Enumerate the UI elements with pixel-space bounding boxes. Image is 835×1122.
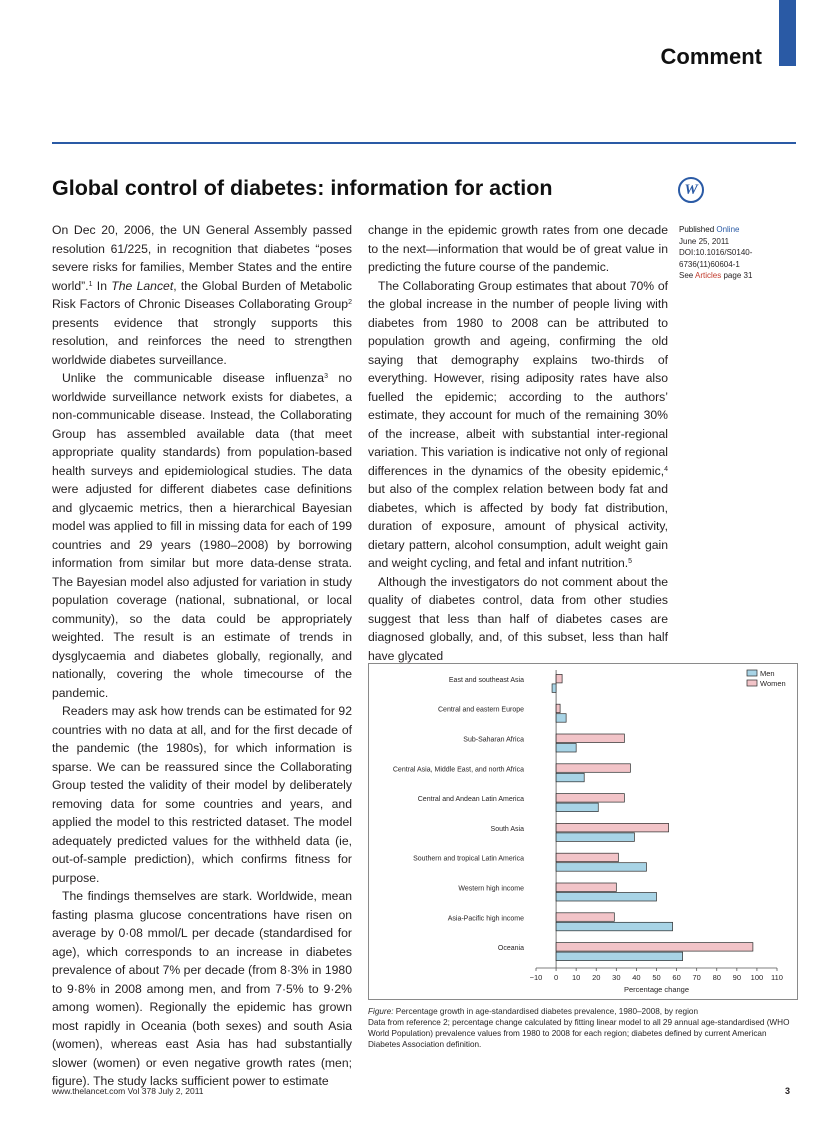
category-label: East and southeast Asia (448, 676, 524, 684)
x-tick-label: 30 (612, 973, 621, 982)
bar-women (556, 794, 624, 803)
category-label: South Asia (490, 825, 524, 833)
x-tick-label: 110 (771, 973, 783, 982)
category-label: Western high income (458, 885, 524, 893)
footer-journal: www.thelancet.com Vol 378 July 2, 2011 (52, 1086, 204, 1096)
x-tick-label: 60 (672, 973, 681, 982)
header-color-bar (779, 0, 796, 66)
bar-women (556, 823, 668, 832)
caption-text: Data from reference 2; percentage change calculated by fitting linear model to all 29 annual age-standardised (WHO World Population) prevalence values from 1980 to 2008 for each region; diabetes defined by current American Diabetes Association definition. (368, 1018, 790, 1049)
x-tick-label: 40 (632, 973, 641, 982)
bar-women (556, 704, 560, 713)
x-axis-label: Percentage change (623, 985, 690, 994)
category-label: Central and Andean Latin America (417, 796, 524, 804)
category-label: Asia-Pacific high income (447, 915, 524, 923)
paragraph: change in the epidemic growth rates from one decade to the next—information that would be of great value in predicting the future course of the pandemic. (368, 223, 668, 274)
page-number: 3 (784, 1086, 790, 1096)
bar-men (556, 773, 584, 782)
bar-men (556, 863, 646, 872)
paragraph: Readers may ask how trends can be estimated for 92 countries with no data at all, and for the first decade of the pandemic (the 1980s), for which information is sparse. We can be reassured since the Collaborating Group tested the validity of their model by deliberately removing data for some countries and years, and applied the model to this restricted dataset. The model adequately predicted values for the withheld data (ie, out-of-sample prediction), which confirms fitness for purpose. (52, 704, 352, 885)
bar-men (556, 714, 566, 723)
x-tick-label: 100 (750, 973, 764, 982)
published-label: Published (679, 225, 717, 234)
paragraph: The findings themselves are stark. Worldwide, mean fasting plasma glucose concentrations have risen on average by 0·08 mmol/L per decade (standardised for age), which corresponds to an increase in diabetes prevalence of about 7% per decade (from 8·3% in 1980 to 9·8% in 2008 among men, and from 7·5% to 9·2% among women). Regionally the epidemic has grown most rapidly in Oceania (both sexes) and south Asia (women), whereas east Asia has had substantially slower (women) or even negative growth rates (men; figure). The study lacks sufficient power to estimate (52, 889, 352, 1088)
legend-swatch-men (747, 670, 757, 676)
category-label: Central Asia, Middle East, and north Africa (392, 766, 524, 774)
bar-women (556, 943, 753, 952)
category-label: Southern and tropical Latin America (413, 855, 524, 863)
publication-sidebar (679, 224, 789, 282)
paragraph: On Dec 20, 2006, the UN General Assembly passed resolution 61/225, in recognition that diabetes “poses severe risks for families, Member States and the entire world”.$^1$ In The Lancet, the Global Burden of Metabolic Risk Factors of Chronic Diseases Collaborating Group$^2$ presents evidence that strongly supports this resolution, and reinforces the need to strengthen worldwide diabetes surveillance. (52, 223, 352, 367)
bar-men (556, 833, 634, 842)
bar-women (556, 883, 616, 892)
figure-chart (368, 663, 798, 1000)
doi: DOI:10.1016/S0140-6736(11)60604-1 (679, 248, 753, 269)
x-tick-label: 0 (553, 973, 559, 982)
x-tick-label: 90 (732, 973, 742, 982)
online-link[interactable]: Online (716, 225, 740, 234)
bar-women (556, 734, 624, 743)
bar-chart (369, 664, 797, 999)
category-label: Sub-Saharan Africa (463, 736, 524, 744)
legend-swatch-women (747, 680, 757, 686)
caption-title: Percentage growth in age-standardised diabetes prevalence, 1980–2008, by region (393, 1007, 698, 1016)
bar-men (556, 922, 672, 931)
article-title: Global control of diabetes: information for action (52, 176, 553, 200)
bar-women (556, 764, 630, 773)
category-label: Oceania (497, 945, 524, 953)
bar-men (552, 684, 556, 693)
x-tick-label: 20 (592, 973, 601, 982)
x-tick-label: 10 (571, 973, 581, 982)
see-page: page 31 (721, 271, 753, 280)
body-column-2 (368, 221, 668, 665)
paragraph: Although the investigators do not comment about the quality of diabetes control, data from other studies suggest that less than half of diabetes cases are diagnosed globally, and, of this subset, less than half have glycated (368, 574, 668, 663)
published-date: June 25, 2011 (679, 236, 730, 246)
x-tick-label: 80 (712, 973, 721, 982)
legend-label-women: Women (760, 679, 786, 688)
bar-women (556, 674, 562, 683)
bar-men (556, 803, 598, 812)
articles-link[interactable]: Articles (695, 271, 722, 280)
bar-women (556, 913, 614, 922)
x-tick-label: 70 (692, 973, 701, 982)
legend-label-men: Men (760, 669, 775, 678)
see-label: See (679, 271, 696, 280)
bar-men (556, 893, 656, 902)
header-rule (52, 142, 796, 144)
caption-label: Figure: (368, 1007, 394, 1016)
bar-men (556, 744, 576, 753)
figure-caption (368, 1006, 796, 1050)
web-extra-logo-icon: W (678, 177, 704, 203)
category-label: Central and eastern Europe (438, 706, 524, 714)
paragraph: The Collaborating Group estimates that about 70% of the global increase in the number of people living with diabetes from 1980 to 2008 can be attributed to population growth and ageing, confirming the old saying that demography explains two-thirds of everything. However, rising adiposity rates have also fuelled the epidemic; according to the authors’ estimate, they account for much of the remaining 30% of the increase, albeit with substantial inter-regional variation. This variation is indicative not only of regional differences in the dynamics of the obesity epidemic,$^4$ but also of the complex relation between body fat and diabetes, which is affected by body fat distribution, duration of exposure, amount of physical activity, dietary pattern, alcohol consumption, adult weight gain and weight cycling, and fetal and infant nutrition.$^5$ (368, 278, 668, 570)
bar-men (556, 952, 683, 961)
paragraph: Unlike the communicable disease influenza$^3$ no worldwide surveillance network exists for diabetes, a non-communicable disease. Instead, the Collaborating Group has assembled available data (that meet appropriate quality standards) from population-based health surveys and epidemiological studies. The data were adjusted for different diabetes case definitions and glycaemic metrics, then a hierarchical Bayesian model was applied to fill in missing data for each of 199 countries and 29 years (1980–2008) by borrowing information from similar but more data-dense strata. The Bayesian model also adjusted for variation in study population coverage (national, subnational, or local community), so the data could be appropriately weighted. The result is an estimate of trends in dysglycaemia and diabetes globally, regionally, and nationally, covering the whole timecourse of the pandemic. (52, 371, 352, 700)
section-label: Comment (660, 44, 762, 69)
body-column-1 (52, 221, 352, 1091)
bar-women (556, 853, 618, 862)
x-tick-label: 50 (652, 973, 661, 982)
x-tick-label: −10 (529, 973, 543, 982)
